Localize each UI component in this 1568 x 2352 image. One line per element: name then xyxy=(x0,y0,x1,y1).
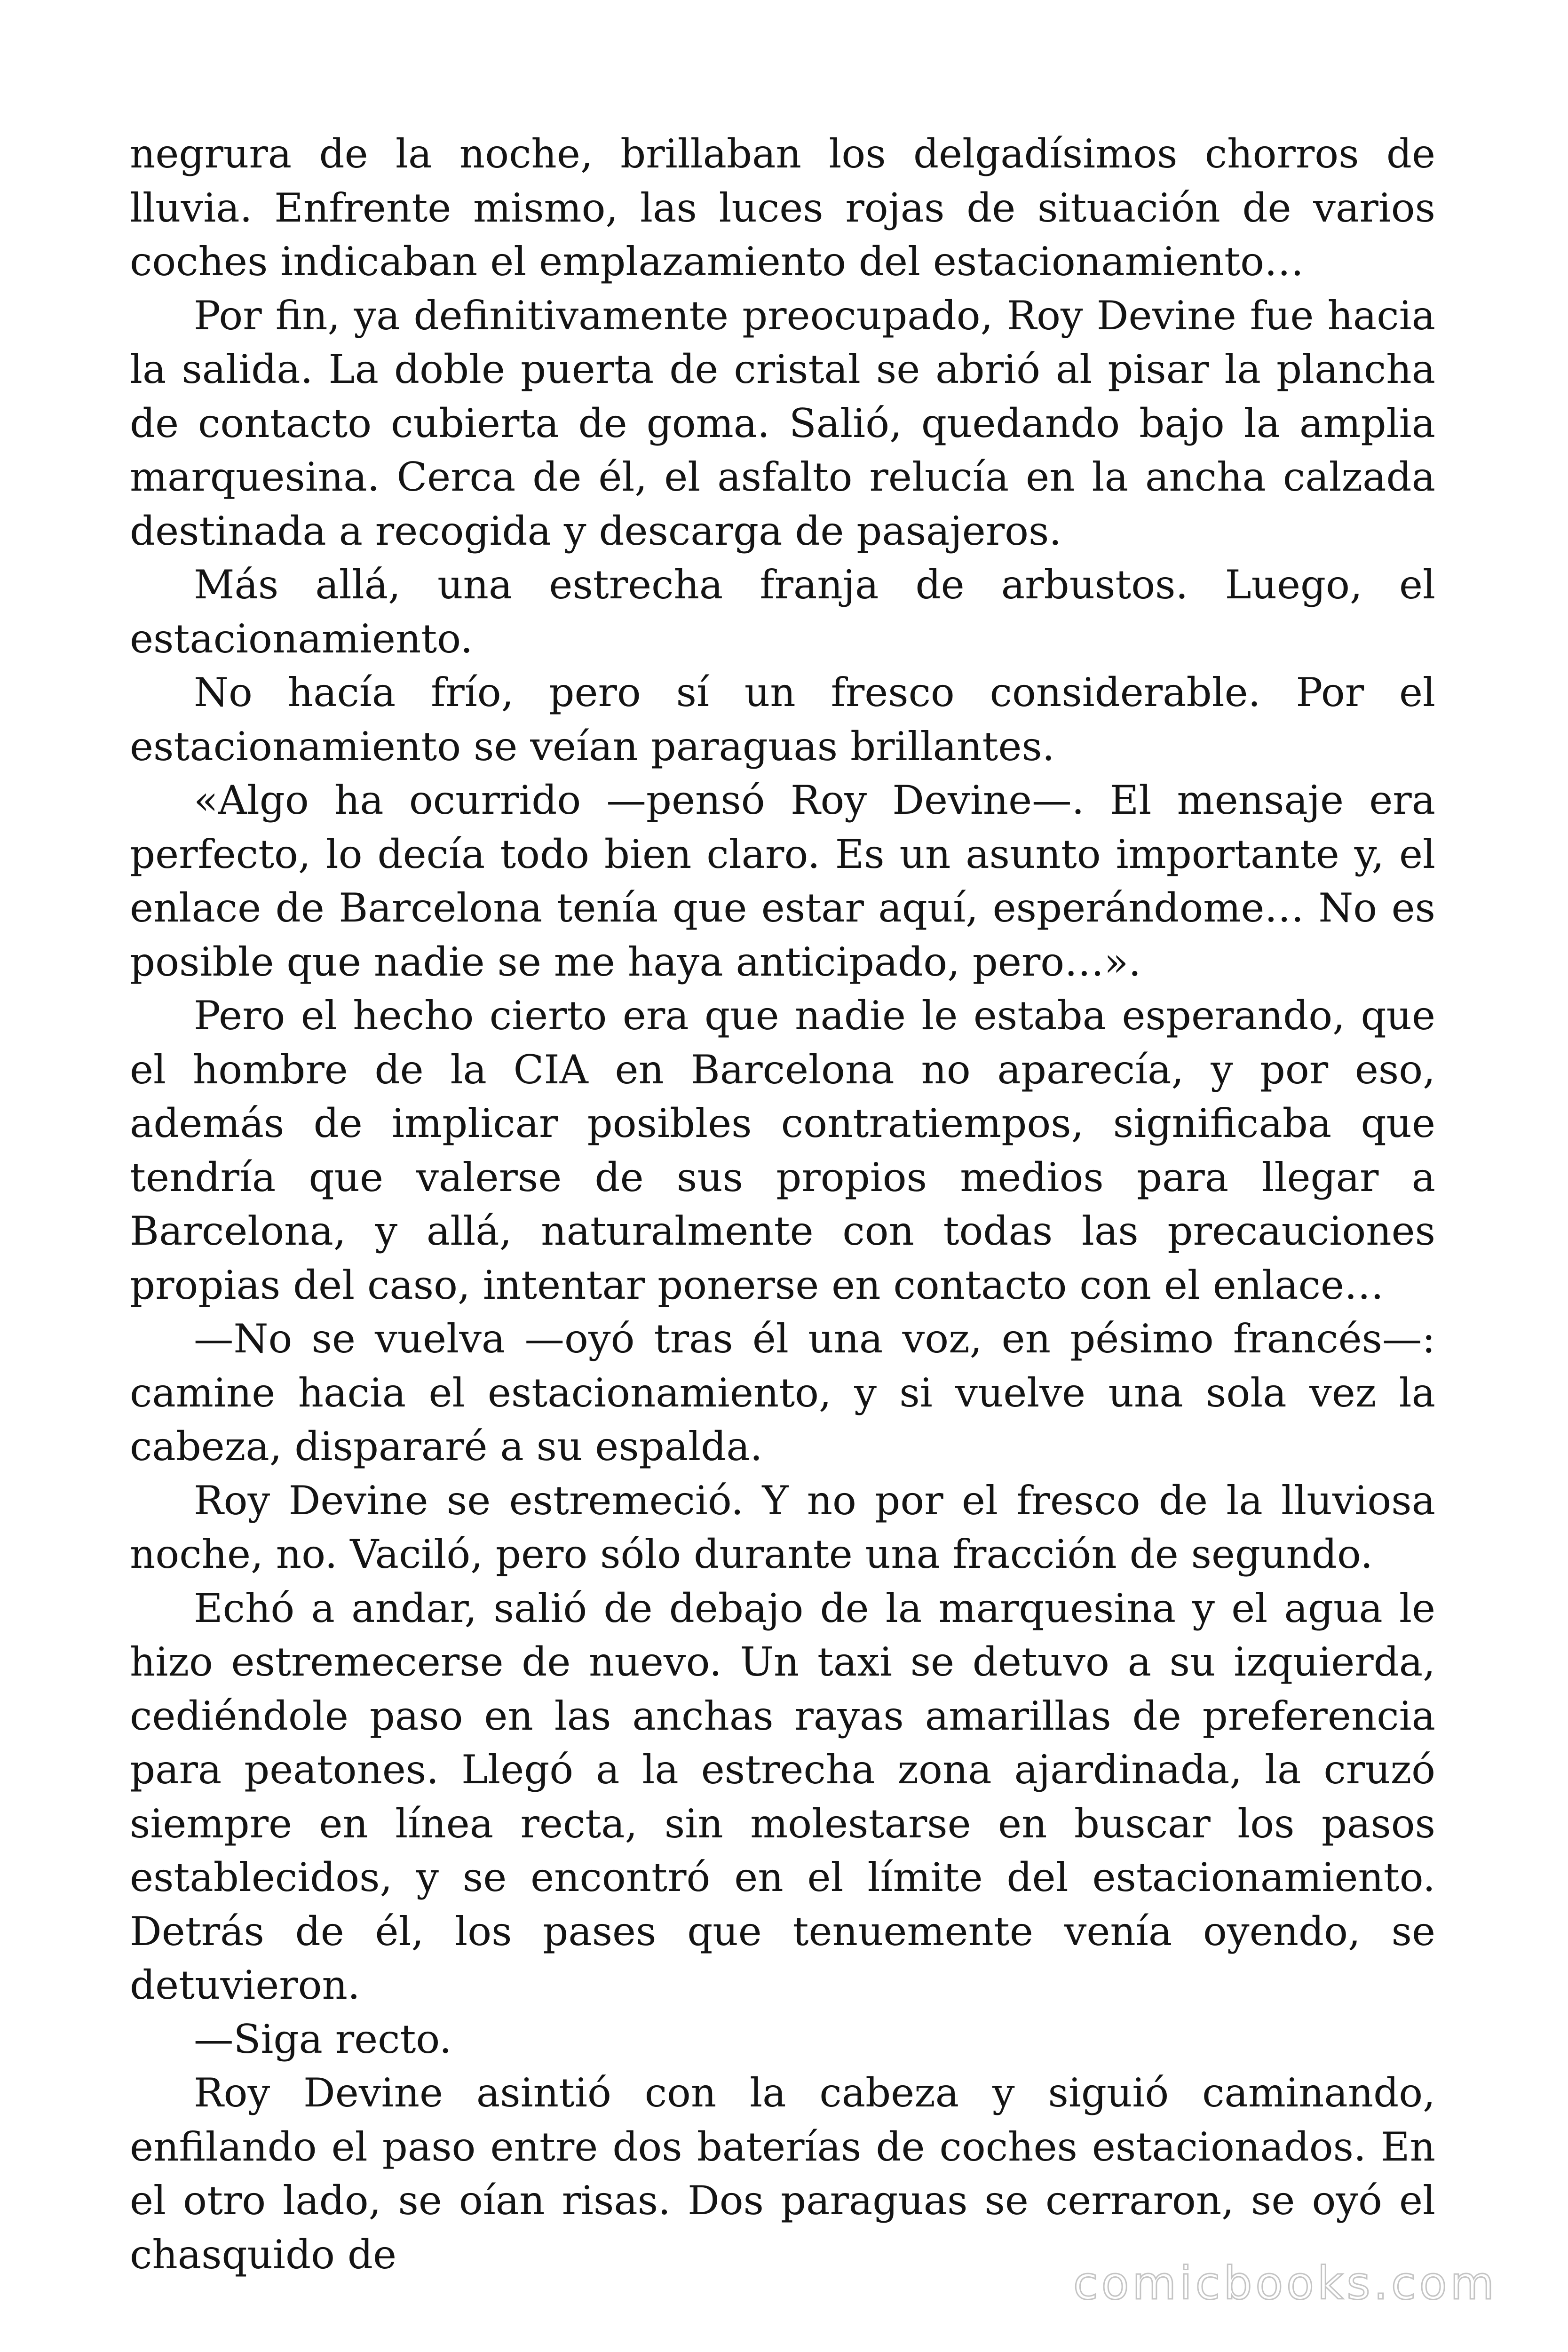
paragraph-6: Pero el hecho cierto era que nadie le estaba esperando, que el hombre de la CIA en Barcelona no aparecía, y por eso, además de implicar posibles contratiempos, significaba que tendría que valerse de sus propios medios para llegar a Barcelona, y allá, naturalmente con todas las precauciones propias del caso, intentar ponerse en contacto con el enlace… xyxy=(130,993,1435,1308)
paragraph-2: Por fin, ya definitivamente preocupado, Roy Devine fue hacia la salida. La doble puerta de cristal se abrió al pisar la plancha de contacto cubierta de goma. Salió, quedando bajo la amplia marquesina. Cerca de él, el asfalto relucía en la ancha calzada destinada a recogida y descarga de pasajeros. xyxy=(130,292,1435,554)
paragraph-5: «Algo ha ocurrido —pensó Roy Devine—. El mensaje era perfecto, lo decía todo bien claro. Es un asunto importante y, el enlace de Barcelona tenía que estar aquí, esperándome… No es posible que nadie se me haya anticipado, pero…». xyxy=(130,777,1435,985)
paragraph-3: Más allá, una estrecha franja de arbustos. Luego, el estacionamiento. xyxy=(130,562,1435,662)
paragraph-7: —No se vuelva —oyó tras él una voz, en pésimo francés—: camine hacia el estacionamiento, y si vuelve una sola vez la cabeza, dispararé a su espalda. xyxy=(130,1316,1435,1470)
paragraph-10: —Siga recto. xyxy=(194,2016,452,2062)
watermark: comicbooks.com xyxy=(1073,2257,1497,2310)
page-text-block xyxy=(130,127,1435,2281)
paragraph-8: Roy Devine se estremeció. Y no por el fresco de la lluviosa noche, no. Vaciló, pero sólo durante una fracción de segundo. xyxy=(130,1477,1435,1577)
paragraph-4: No hacía frío, pero sí un fresco considerable. Por el estacionamiento se veían paraguas brillantes. xyxy=(130,669,1435,770)
paragraph-1: negrura de la noche, brillaban los delgadísimos chorros de lluvia. Enfrente mismo, las luces rojas de situación de varios coches indicaban el emplazamiento del estacionamiento… xyxy=(130,131,1435,285)
paragraph-11: Roy Devine asintió con la cabeza y siguió caminando, enfilando el paso entre dos baterías de coches estacionados. En el otro lado, se oían risas. Dos paraguas se cerraron, se oyó el chasquido de xyxy=(130,2070,1435,2278)
paragraph-9: Echó a andar, salió de debajo de la marquesina y el agua le hizo estremecerse de nuevo. Un taxi se detuvo a su izquierda, cediéndole paso en las anchas rayas amarillas de preferencia para peatones. Llegó a la estrecha zona ajardinada, la cruzó siempre en línea recta, sin molestarse en buscar los pasos establecidos, y se encontró en el límite del estacionamiento. Detrás de él, los pases que tenuemente venía oyendo, se detuvieron. xyxy=(130,1585,1435,2008)
